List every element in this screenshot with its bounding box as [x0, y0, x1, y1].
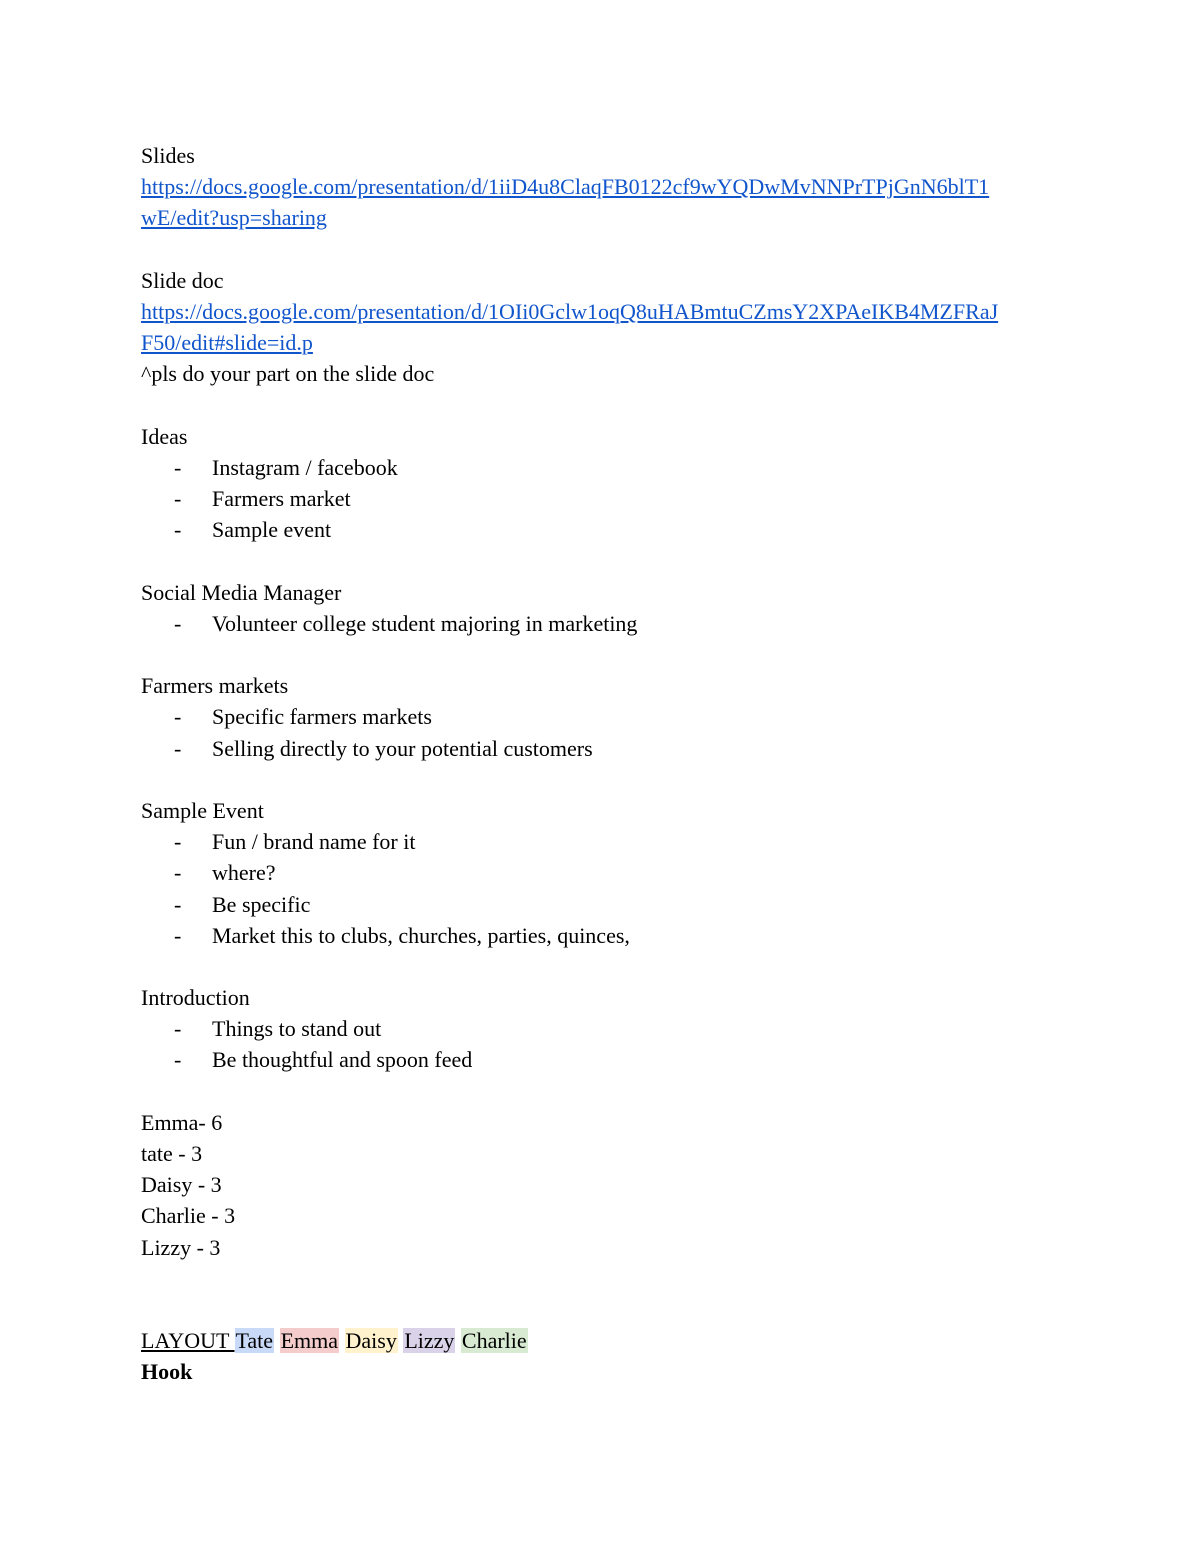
bullet-dash: - [174, 829, 182, 855]
section-heading: Sample Event [141, 797, 264, 823]
list-item [141, 483, 1081, 514]
list-item [141, 857, 1081, 888]
slide-doc-link-continued[interactable]: F50/edit#slide=id.p [141, 330, 313, 356]
section-heading: Social Media Manager [141, 579, 342, 605]
list-item-text: Sample event [212, 517, 332, 543]
slide-doc-heading: Slide doc [141, 267, 224, 293]
layout-name-lizzy: Lizzy [404, 1328, 455, 1354]
list-item [141, 1013, 1081, 1044]
section-heading: Farmers markets [141, 673, 289, 699]
bullet-dash: - [174, 486, 182, 512]
assignments-list [141, 1107, 1081, 1263]
bullet-dash: - [174, 704, 182, 730]
bullet-dash: - [174, 1047, 182, 1073]
bullet-dash: - [174, 517, 182, 543]
layout-label: LAYOUT [141, 1328, 235, 1354]
slide-doc-note: ^pls do your part on the slide doc [141, 361, 435, 387]
layout-name-daisy: Daisy [345, 1328, 397, 1354]
assignment-line: tate - 3 [141, 1141, 203, 1166]
layout-line [141, 1325, 1081, 1356]
list-item [141, 826, 1081, 857]
slides-heading: Slides [141, 143, 195, 168]
list-item [141, 889, 1081, 920]
list-item [141, 608, 1081, 639]
list-item-text: Be thoughtful and spoon feed [212, 1047, 473, 1073]
list-item [141, 514, 1081, 545]
assignment-line: Emma- 6 [141, 1109, 223, 1135]
bullet-dash: - [174, 735, 182, 761]
slide-doc-link[interactable]: https://docs.google.com/presentation/d/1OIi0Gclw1oqQ8uHABmtuCZmsY2XPAeIKB4MZFRaJ [141, 298, 999, 324]
list-item-text: Market this to clubs, churches, parties, quinces, [212, 922, 630, 948]
list-item [141, 452, 1081, 483]
list-item-text: Farmers market [212, 486, 351, 512]
bullet-dash: - [174, 922, 182, 948]
list-item [141, 920, 1081, 951]
assignment-line: Lizzy - 3 [141, 1234, 221, 1260]
list-item-text: Volunteer college student majoring in marketing [212, 610, 638, 636]
layout-name-tate: Tate [235, 1328, 274, 1354]
bullet-dash: - [174, 891, 182, 917]
layout-name-charlie: Charlie [461, 1328, 527, 1354]
list-item-text: Fun / brand name for it [212, 829, 416, 855]
list-item [141, 733, 1081, 764]
slides-link[interactable]: https://docs.google.com/presentation/d/1iiD4u8ClaqFB0122cf9wYQDwMvNNPrTPjGnN6blT1 [141, 174, 990, 200]
slides-link-continued[interactable]: wE/edit?usp=sharing [141, 205, 327, 231]
layout-name-emma: Emma [280, 1328, 338, 1354]
list-item-text: Things to stand out [212, 1016, 382, 1042]
list-item [141, 1044, 1081, 1075]
list-item-text: where? [212, 860, 276, 886]
list-item-text: Specific farmers markets [212, 704, 432, 730]
list-item-text: Instagram / facebook [212, 454, 398, 480]
bullet-dash: - [174, 1016, 182, 1042]
assignment-line: Charlie - 3 [141, 1203, 236, 1229]
list-item [141, 701, 1081, 732]
hook-heading: Hook [141, 1359, 193, 1385]
bullet-dash: - [174, 860, 182, 886]
bullet-dash: - [174, 610, 182, 636]
section-heading: Introduction [141, 985, 250, 1011]
sections-container [141, 421, 1081, 1107]
section-heading: Ideas [141, 423, 188, 449]
bullet-dash: - [174, 454, 182, 480]
document-body [141, 140, 1081, 1388]
list-item-text: Be specific [212, 891, 311, 917]
list-item-text: Selling directly to your potential customers [212, 735, 593, 761]
assignment-line: Daisy - 3 [141, 1172, 222, 1198]
